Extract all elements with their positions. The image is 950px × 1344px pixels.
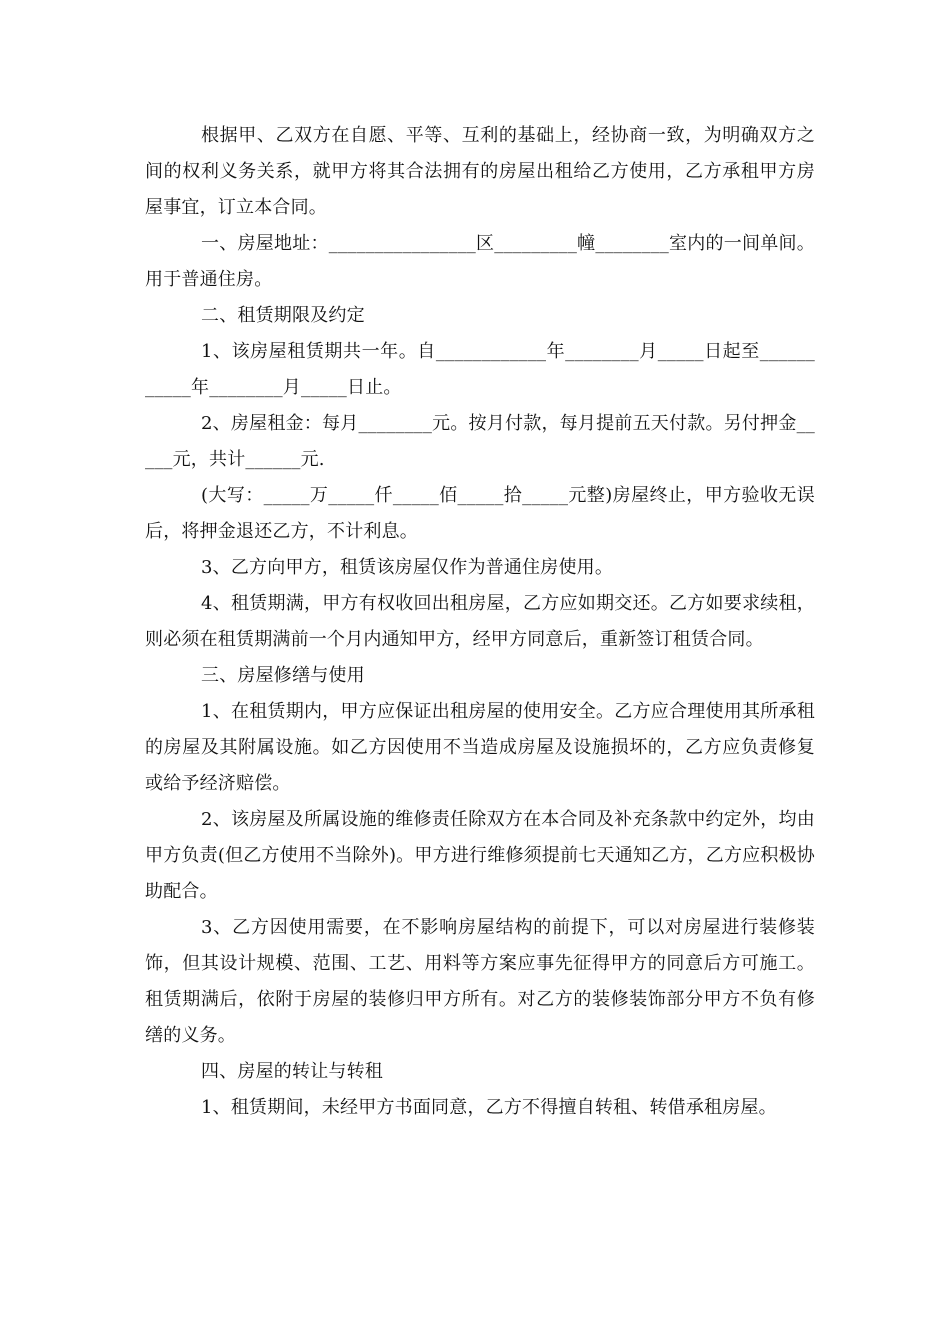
renewal-clause: 4、租赁期满，甲方有权收回出租房屋，乙方应如期交还。乙方如要求续租，则必须在租赁期满前一个月内通知甲方，经甲方同意后，重新签订租赁合同。 — [145, 593, 815, 650]
contract-body — [145, 118, 815, 1126]
section-heading-lease-term: 二、租赁期限及约定 — [201, 305, 365, 326]
safety-clause: 1、在租赁期内，甲方应保证出租房屋的使用安全。乙方应合理使用其所承租的房屋及其附属设施。如乙方因使用不当造成房屋及设施损坏的，乙方应负责修复或给予经济赔偿。 — [145, 701, 815, 794]
maintenance-clause: 2、该房屋及所属设施的维修责任除双方在本合同及补充条款中约定外，均由甲方负责(但乙方使用不当除外)。甲方进行维修须提前七天通知乙方，乙方应积极协助配合。 — [145, 809, 815, 902]
sublet-clause: 1、租赁期间，未经甲方书面同意，乙方不得擅自转租、转借承租房屋。 — [201, 1097, 777, 1118]
address-clause: 一、房屋地址：________________区_________幢________室内的一间单间。用于普通住房。 — [145, 233, 815, 290]
usage-clause: 3、乙方向甲方，租赁该房屋仅作为普通住房使用。 — [201, 557, 614, 578]
rent-clause: 2、房屋租金：每月________元。按月付款，每月提前五天付款。另付押金_____元，共计______元. — [145, 413, 815, 470]
decoration-clause: 3、乙方因使用需要，在不影响房屋结构的前提下，可以对房屋进行装修装饰，但其设计规模、范围、工艺、用料等方案应事先征得甲方的同意后方可施工。租赁期满后，依附于房屋的装修归甲方所有。对乙方的装修装饰部分甲方不负有修缮的义务。 — [145, 917, 815, 1046]
intro-paragraph: 根据甲、乙双方在自愿、平等、互利的基础上，经协商一致，为明确双方之间的权利义务关系，就甲方将其合法拥有的房屋出租给乙方使用，乙方承租甲方房屋事宜，订立本合同。 — [145, 125, 815, 218]
section-heading-repair-use: 三、房屋修缮与使用 — [201, 665, 365, 686]
section-heading-transfer-sublet: 四、房屋的转让与转租 — [201, 1061, 383, 1082]
lease-term-clause: 1、该房屋租赁期共一年。自____________年________月_____日起至___________年________月_____日止。 — [145, 341, 815, 398]
deposit-clause: (大写：_____万_____仟_____佰_____拾_____元整)房屋终止，甲方验收无误后，将押金退还乙方，不计利息。 — [145, 485, 815, 542]
